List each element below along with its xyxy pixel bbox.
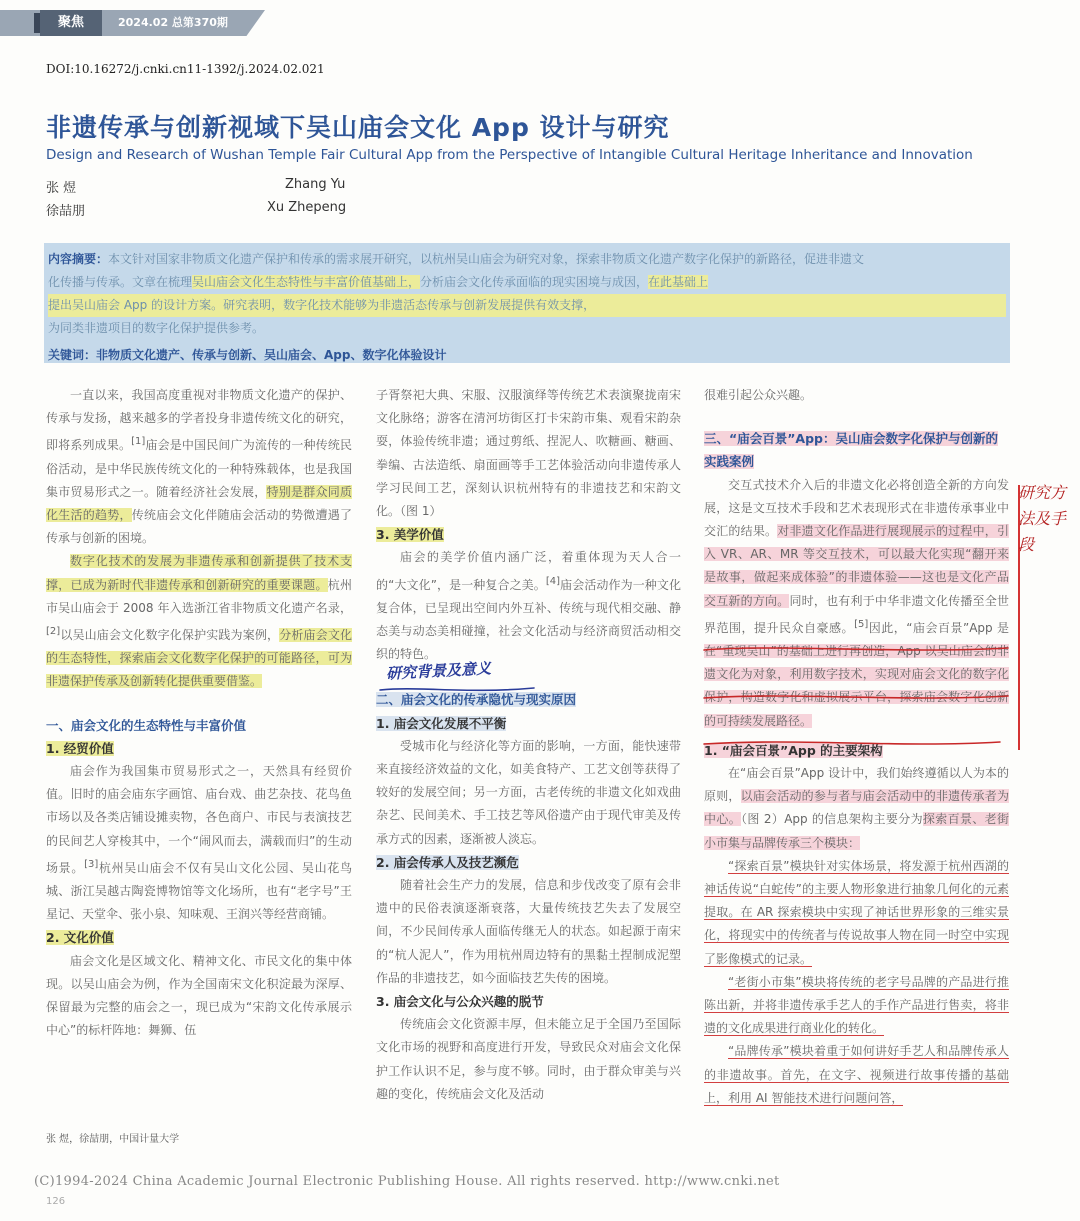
col2-paragraph-4: 随着社会生产力的发展，信息和步伐改变了原有会非遗中的民俗表演逐渐衰落，大量传统技艺失去了发展空间，不少民间传承人面临传继无人的状态。如起源于南宋的“杭人泥人”，作为用杭州周边特有的黑黏土捏制成泥塑作品的非遗技艺，如今面临技艺失传的困境。: [376, 878, 681, 985]
abstract-line2d: 在此基础上: [648, 275, 709, 289]
handwritten-note-blue: 研究背景及意义: [385, 659, 492, 683]
keywords: 关键词：非物质文化遗产、传承与创新、吴山庙会、App、数字化体验设计: [48, 348, 447, 362]
citation[interactable]: [1]: [131, 436, 146, 448]
author-2-en: Xu Zhepeng: [267, 200, 347, 215]
col3-paragraph-6: “品牌传承”模块着重于如何讲好手艺人和品牌传承人的非遗故事。首先，在文字、视频进行故事传播的基础上，利用 AI 智能技术进行问题问答，: [704, 1044, 1009, 1105]
abstract-line1: 本文针对国家非物质文化遗产保护和传承的需求展开研究，以杭州吴山庙会为研究对象，探索非物质文化遗产数字化保护的新路径，促进非遗文: [108, 252, 865, 266]
title-zh: 非遗传承与创新视域下吴山庙会文化 App 设计与研究: [46, 113, 670, 142]
col2-paragraph-1: 子胥祭祀大典、宋服、汉服演绎等传统艺术表演聚拢南宋文化脉络；游客在清河坊街区打卡宋韵市集、观看宋韵杂耍，体验传统非遗；通过剪纸、捏泥人、吹糖画、糖画、拳编、古法造纸、扇面画等手工艺体验活动向非遗传承人学习民间工艺，深刻认识杭州特有的非遗技艺和宋韵文化。（图 1）: [376, 388, 681, 519]
col2-paragraph-5: 传统庙会文化资源丰厚，但未能立足于全国乃至国际文化市场的视野和高度进行开发，导致民众对庙会文化保护工作认识不足，参与度不够。同时，由于群众审美与兴趣的变化，传统庙会文化及活动: [376, 1017, 681, 1101]
citation[interactable]: [4]: [545, 575, 561, 587]
citation[interactable]: [2]: [46, 626, 61, 638]
col3-paragraph-1: 很难引起公众兴趣。: [704, 388, 813, 402]
title-en: Design and Research of Wushan Temple Fair Cultural App from the Perspective of Intangible Cultural Heritage Inheritance and Innovation: [46, 147, 973, 163]
col1-paragraph-4: 庙会文化是区域文化、精神文化、市民文化的集中体现。以吴山庙会为例，作为全国南宋文化积淀最为深厚、保留最为完整的庙会之一，现已成为“宋韵文化传承展示中心”的标杆阵地：舞狮、伍: [46, 953, 352, 1038]
subheading: 3. 美学价值: [376, 527, 444, 543]
subheading: 2. 文化价值: [46, 930, 114, 946]
citation[interactable]: [5]: [854, 618, 869, 630]
author-2-zh: 徐喆朋: [46, 204, 86, 219]
col2-paragraph-3: 受城市化与经济化等方面的影响，一方面，能快速带来直接经济效益的文化，如美食特产、工艺文创等获得了较好的发展空间；另一方面，古老传统的非遗文化如戏曲杂艺、民间美术、手工技艺等风俗遗产由于现代审美及传承方式的因素，逐渐被人淡忘。: [376, 738, 681, 846]
blue-underline-stroke: [378, 682, 538, 696]
subheading: 2. 庙会传承人及技艺濒危: [376, 854, 519, 870]
subheading: 1. “庙会百景”App 的主要架构: [704, 742, 883, 758]
doi[interactable]: DOI:10.16272/j.cnki.cn11-1392/j.2024.02.021: [46, 62, 325, 76]
abstract: [48, 248, 1006, 340]
abstract-line2b: 吴山庙会文化生态特性与丰富价值基础上，: [192, 275, 421, 289]
author-1-en: Zhang Yu: [285, 177, 346, 192]
col1-paragraph-2: 数字化技术的发展为非遗传承和创新提供了技术支撑，已成为新时代非遗传承和创新研究的重要课题。杭州市吴山庙会于 2008 年入选浙江省非物质文化遗产名录，[2]以吴山庙会文化数字化保护实践为案例，分析庙会文化的生态特性，探索庙会文化数字化保护的可能路径，可为非遗保护传承及创新转化提供重要借鉴。: [46, 554, 352, 689]
section-heading-2: 二、庙会文化的传承隐忧与现实原因: [376, 692, 577, 708]
abstract-line4: 为同类非遗项目的数字化保护提供参考。: [48, 321, 265, 335]
affiliation: 张 煜，徐喆朋，中国计量大学: [46, 1134, 180, 1145]
section-heading-3: 三、“庙会百景”App：吴山庙会数字化保护与创新的实践案例: [704, 431, 999, 470]
abstract-label: 内容摘要：: [48, 252, 109, 266]
author-1-zh: 张 煜: [46, 181, 77, 196]
column-2: [376, 384, 681, 1106]
col2-paragraph-2: 庙会的美学价值内涵广泛，着重体现为天人合一的“大文化”，是一种复合之美。[4]庙会活动作为一种文化复合体，已呈现出空间内外互补、传统与现代相交融、静态美与动态美相碰撞，社会文化活动与经济商贸活动相交织的特色。: [376, 550, 681, 662]
col3-paragraph-4: “探索百景”模块针对实体场景，将发源于杭州西湖的神话传说“白蛇传”的主要人物形象进行抽象几何化的元素提取。在 AR 探索模块中实现了神话世界形象的三维实景化，将现实中的传统者与传说故事人物在同一时空中实现了影像模式的记录。: [704, 858, 1009, 966]
abstract-line2a: 化传播与传承。文章在梳理: [48, 275, 193, 289]
copyright-footer: (C)1994-2024 China Academic Journal Electronic Publishing House. All rights reserved. http://www.cnki.net: [34, 1174, 780, 1189]
subheading: 1. 经贸价值: [46, 740, 114, 756]
col1-paragraph-1: 一直以来，我国高度重视对非物质文化遗产的保护、传承与发扬，越来越多的学者投身非遗传统文化的研究，即将系列成果。[1]庙会是中国民间广为流传的一种传统民俗活动，是中华民族传统文化的一种特殊载体，也是我国集市贸易形式之一。随着经济社会发展，特别是群众同质化生活的趋势，传统庙会文化伴随庙会活动的势微遭遇了传承与创新的困境。: [46, 388, 352, 546]
red-strike-marks: [700, 640, 1016, 750]
col3-paragraph-2: 交互式技术介入后的非遗文化必将创造全新的方向发展，这是文互技术手段和艺术表现形式在非遗传承事业中交汇的结果。对非遗文化作品进行展现展示的过程中，引入 VR、AR、MR 等交互技术，可以最大化实现“翻开来是故事，做起来成体验”的非遗体验——这也是文化产品交互新的方向。同时，也有利于中华非遗文化传播至全世界范围，提升民众自豪感。[5]因此，“庙会百景”App 是在“重现吴山”的基础上进行再创造，App 以吴山庙会的非遗文化为对象，利用数字技术，实现对庙会文化的数字化保护，构造数字化和虚拟展示平台，探索庙会数字化创新的可持续发展路径。: [704, 477, 1009, 728]
section-tag: 聚焦: [40, 10, 102, 36]
subheading: 3. 庙会文化与公众兴趣的脱节: [376, 994, 544, 1010]
abstract-line2c: 分析庙会文化传承面临的现实困境与成因，: [420, 275, 649, 289]
subheading: 1. 庙会文化发展不平衡: [376, 715, 507, 731]
col3-paragraph-3: 在“庙会百景”App 设计中，我们始终遵循以人为本的原则，以庙会活动的参与者与庙会活动中的非遗传承者为中心。（图 2）App 的信息架构主要分为探索百景、老街小市集与品牌传承三个模块：: [704, 766, 1009, 850]
page-number: 126: [46, 1196, 66, 1207]
issue-label: 2024.02 总第370期: [118, 16, 228, 29]
citation[interactable]: [3]: [84, 858, 99, 870]
col1-paragraph-3: 庙会作为我国集市贸易形式之一，天然具有经贸价值。旧时的庙会庙东字画馆、庙台戏、曲艺杂技、花鸟鱼市场以及各类店铺设摊卖物，各色商户、市民与表演技艺的民间艺人穿梭其中，一个“闹风而去，满载而归”的生动场景。[3]杭州吴山庙会不仅有吴山文化公园、吴山花鸟城、浙江吴越古陶瓷博物馆等文化场所，也有“老字号”王星记、天堂伞、张小泉、知味观、王润兴等经营商铺。: [46, 764, 352, 922]
section-heading-1: 一、庙会文化的生态特性与丰富价值: [46, 717, 247, 733]
abstract-line3: 提出吴山庙会 App 的设计方案。研究表明，数字化技术能够为非遗活态传承与创新发展提供有效支撑，: [48, 294, 1006, 317]
col3-paragraph-5: “老街小市集”模块将传统的老字号品牌的产品进行推陈出新，并将非遗传承手艺人的手作产品进行售卖，将非遗的文化成果进行商业化的转化。: [704, 974, 1009, 1036]
handwritten-note-red: 研究方法及手段: [1018, 483, 1067, 554]
column-1: [46, 384, 352, 1042]
